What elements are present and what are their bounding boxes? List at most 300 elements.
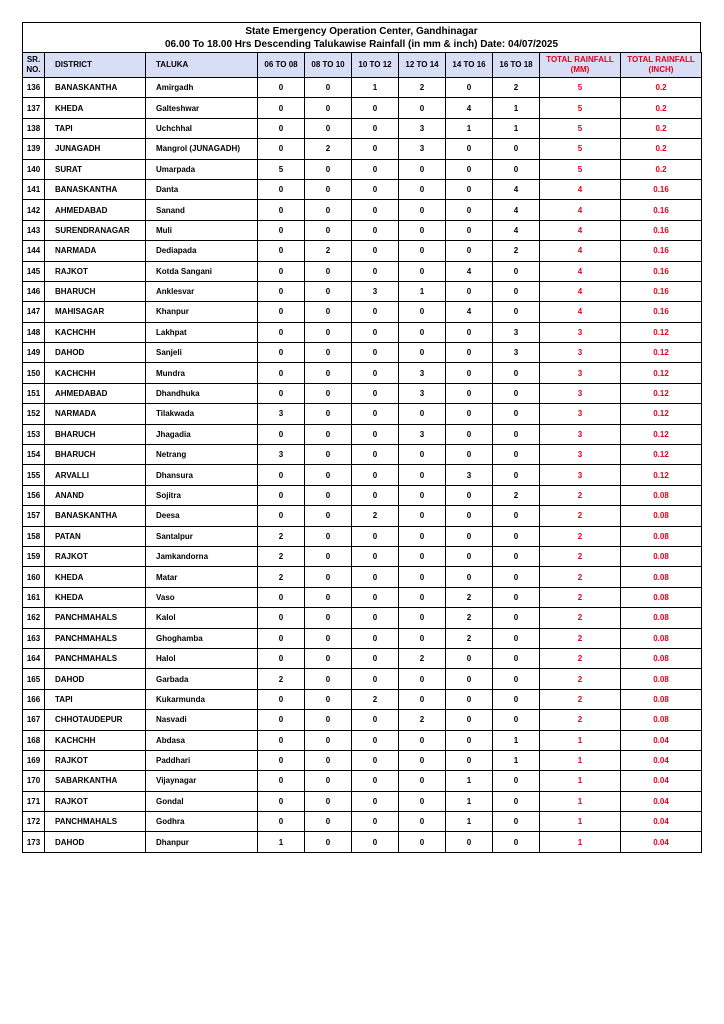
taluka-cell: Amirgadh	[146, 78, 258, 98]
rain-14-16-cell: 0	[446, 567, 493, 587]
taluka-cell: Lakhpat	[146, 322, 258, 342]
rain-12-14-cell: 0	[399, 832, 446, 852]
rain-08-10-cell: 0	[305, 343, 352, 363]
rain-08-10-cell: 0	[305, 404, 352, 424]
district-cell: BHARUCH	[45, 445, 146, 465]
rain-16-18-cell: 0	[493, 608, 540, 628]
rain-10-12-cell: 3	[352, 281, 399, 301]
district-cell: SURENDRANAGAR	[45, 220, 146, 240]
table-row	[23, 424, 702, 444]
total-mm-cell: 4	[540, 179, 621, 199]
table-row	[23, 445, 702, 465]
taluka-cell: Jhagadia	[146, 424, 258, 444]
sr-no-cell: 138	[23, 118, 45, 138]
total-mm-cell: 1	[540, 812, 621, 832]
rain-12-14-cell: 0	[399, 730, 446, 750]
total-inch-cell: 0.08	[621, 526, 702, 546]
rain-14-16-cell: 0	[446, 669, 493, 689]
rain-12-14-cell: 0	[399, 546, 446, 566]
total-inch-cell: 0.08	[621, 587, 702, 607]
total-mm-cell: 2	[540, 567, 621, 587]
rain-06-08-cell: 0	[258, 322, 305, 342]
rain-10-12-cell: 2	[352, 689, 399, 709]
taluka-cell: Dhanpur	[146, 832, 258, 852]
district-cell: SURAT	[45, 159, 146, 179]
taluka-cell: Mangrol (JUNAGADH)	[146, 139, 258, 159]
rain-06-08-cell: 0	[258, 383, 305, 403]
rain-16-18-cell: 0	[493, 710, 540, 730]
taluka-cell: Netrang	[146, 445, 258, 465]
rain-14-16-cell: 1	[446, 791, 493, 811]
sr-no-cell: 157	[23, 506, 45, 526]
rain-12-14-cell: 0	[399, 689, 446, 709]
table-row	[23, 812, 702, 832]
district-cell: KACHCHH	[45, 322, 146, 342]
rain-12-14-cell: 3	[399, 363, 446, 383]
table-row	[23, 383, 702, 403]
rain-08-10-cell: 2	[305, 241, 352, 261]
rain-14-16-cell: 0	[446, 139, 493, 159]
rain-16-18-cell: 0	[493, 526, 540, 546]
col-header-taluka: TALUKA	[146, 53, 258, 78]
rain-08-10-cell: 2	[305, 139, 352, 159]
sr-no-cell: 161	[23, 587, 45, 607]
sr-no-cell: 146	[23, 281, 45, 301]
sr-no-cell: 143	[23, 220, 45, 240]
rain-10-12-cell: 0	[352, 241, 399, 261]
rain-14-16-cell: 0	[446, 689, 493, 709]
rain-08-10-cell: 0	[305, 179, 352, 199]
col-header-10-to-12: 10 TO 12	[352, 53, 399, 78]
total-mm-cell: 1	[540, 832, 621, 852]
rain-14-16-cell: 0	[446, 220, 493, 240]
table-row	[23, 567, 702, 587]
total-inch-cell: 0.04	[621, 832, 702, 852]
rain-10-12-cell: 0	[352, 159, 399, 179]
sr-no-cell: 150	[23, 363, 45, 383]
rain-08-10-cell: 0	[305, 383, 352, 403]
sr-no-cell: 162	[23, 608, 45, 628]
district-cell: PANCHMAHALS	[45, 608, 146, 628]
rain-08-10-cell: 0	[305, 526, 352, 546]
rain-14-16-cell: 0	[446, 832, 493, 852]
rain-14-16-cell: 0	[446, 710, 493, 730]
rain-16-18-cell: 0	[493, 771, 540, 791]
rain-14-16-cell: 0	[446, 526, 493, 546]
rain-16-18-cell: 0	[493, 648, 540, 668]
rain-16-18-cell: 0	[493, 791, 540, 811]
total-inch-cell: 0.16	[621, 302, 702, 322]
total-mm-cell: 4	[540, 200, 621, 220]
rain-08-10-cell: 0	[305, 628, 352, 648]
rain-06-08-cell: 0	[258, 220, 305, 240]
rain-08-10-cell: 0	[305, 220, 352, 240]
rain-08-10-cell: 0	[305, 587, 352, 607]
rain-08-10-cell: 0	[305, 424, 352, 444]
total-inch-cell: 0.08	[621, 710, 702, 730]
rain-12-14-cell: 2	[399, 648, 446, 668]
rain-12-14-cell: 0	[399, 587, 446, 607]
rain-06-08-cell: 0	[258, 628, 305, 648]
table-row	[23, 832, 702, 852]
total-inch-cell: 0.04	[621, 791, 702, 811]
total-inch-cell: 0.16	[621, 241, 702, 261]
col-header-14-to-16: 14 TO 16	[446, 53, 493, 78]
rain-08-10-cell: 0	[305, 648, 352, 668]
table-row	[23, 689, 702, 709]
taluka-cell: Kukarmunda	[146, 689, 258, 709]
rain-08-10-cell: 0	[305, 485, 352, 505]
rain-06-08-cell: 0	[258, 750, 305, 770]
sr-no-cell: 156	[23, 485, 45, 505]
rain-06-08-cell: 0	[258, 710, 305, 730]
table-header	[23, 53, 702, 78]
rain-16-18-cell: 3	[493, 343, 540, 363]
rain-10-12-cell: 2	[352, 506, 399, 526]
total-inch-cell: 0.08	[621, 546, 702, 566]
rain-06-08-cell: 0	[258, 608, 305, 628]
total-mm-cell: 5	[540, 118, 621, 138]
district-cell: PANCHMAHALS	[45, 628, 146, 648]
sr-no-cell: 159	[23, 546, 45, 566]
rain-12-14-cell: 0	[399, 791, 446, 811]
rain-12-14-cell: 0	[399, 241, 446, 261]
total-mm-cell: 1	[540, 750, 621, 770]
rain-12-14-cell: 0	[399, 261, 446, 281]
rain-08-10-cell: 0	[305, 730, 352, 750]
total-inch-cell: 0.2	[621, 118, 702, 138]
total-inch-cell: 0.04	[621, 771, 702, 791]
total-inch-cell: 0.12	[621, 465, 702, 485]
rain-16-18-cell: 4	[493, 220, 540, 240]
total-mm-cell: 3	[540, 424, 621, 444]
table-row	[23, 118, 702, 138]
rain-06-08-cell: 3	[258, 445, 305, 465]
total-mm-cell: 3	[540, 322, 621, 342]
table-row	[23, 220, 702, 240]
total-mm-cell: 2	[540, 689, 621, 709]
rain-10-12-cell: 0	[352, 383, 399, 403]
rain-08-10-cell: 0	[305, 771, 352, 791]
table-row	[23, 179, 702, 199]
rain-08-10-cell: 0	[305, 159, 352, 179]
total-inch-cell: 0.12	[621, 445, 702, 465]
sr-no-cell: 171	[23, 791, 45, 811]
rain-14-16-cell: 4	[446, 261, 493, 281]
rain-10-12-cell: 0	[352, 750, 399, 770]
total-mm-cell: 2	[540, 710, 621, 730]
taluka-cell: Gondal	[146, 791, 258, 811]
table-row	[23, 730, 702, 750]
rain-14-16-cell: 0	[446, 730, 493, 750]
total-inch-cell: 0.08	[621, 669, 702, 689]
rain-08-10-cell: 0	[305, 445, 352, 465]
rain-08-10-cell: 0	[305, 567, 352, 587]
taluka-cell: Anklesvar	[146, 281, 258, 301]
table-row	[23, 587, 702, 607]
rain-16-18-cell: 0	[493, 546, 540, 566]
report-header	[22, 22, 701, 52]
district-cell: BANASKANTHA	[45, 506, 146, 526]
table-row	[23, 200, 702, 220]
rain-12-14-cell: 0	[399, 771, 446, 791]
total-mm-cell: 1	[540, 771, 621, 791]
taluka-cell: Kalol	[146, 608, 258, 628]
table-row	[23, 710, 702, 730]
sr-no-cell: 155	[23, 465, 45, 485]
rain-12-14-cell: 0	[399, 628, 446, 648]
sr-no-cell: 173	[23, 832, 45, 852]
rain-10-12-cell: 0	[352, 791, 399, 811]
rain-14-16-cell: 0	[446, 424, 493, 444]
rain-12-14-cell: 0	[399, 220, 446, 240]
rain-12-14-cell: 0	[399, 669, 446, 689]
rain-14-16-cell: 0	[446, 200, 493, 220]
rain-10-12-cell: 0	[352, 424, 399, 444]
taluka-cell: Abdasa	[146, 730, 258, 750]
rain-16-18-cell: 0	[493, 139, 540, 159]
rain-08-10-cell: 0	[305, 200, 352, 220]
district-cell: BHARUCH	[45, 281, 146, 301]
rain-12-14-cell: 0	[399, 322, 446, 342]
total-inch-cell: 0.16	[621, 261, 702, 281]
table-body	[23, 78, 702, 853]
table-row	[23, 322, 702, 342]
rain-08-10-cell: 0	[305, 302, 352, 322]
taluka-cell: Galteshwar	[146, 98, 258, 118]
total-inch-cell: 0.2	[621, 78, 702, 98]
rain-08-10-cell: 0	[305, 98, 352, 118]
rain-06-08-cell: 2	[258, 567, 305, 587]
total-mm-cell: 5	[540, 139, 621, 159]
total-mm-cell: 5	[540, 98, 621, 118]
rain-14-16-cell: 0	[446, 750, 493, 770]
sr-no-cell: 139	[23, 139, 45, 159]
rain-06-08-cell: 2	[258, 669, 305, 689]
col-header-06-to-08: 06 TO 08	[258, 53, 305, 78]
rain-14-16-cell: 0	[446, 546, 493, 566]
taluka-cell: Tilakwada	[146, 404, 258, 424]
rain-12-14-cell: 0	[399, 465, 446, 485]
sr-no-cell: 147	[23, 302, 45, 322]
table-row	[23, 750, 702, 770]
rain-16-18-cell: 0	[493, 832, 540, 852]
total-inch-cell: 0.08	[621, 567, 702, 587]
col-header-16-to-18: 16 TO 18	[493, 53, 540, 78]
taluka-cell: Matar	[146, 567, 258, 587]
rain-06-08-cell: 0	[258, 812, 305, 832]
table-row	[23, 628, 702, 648]
table-row	[23, 78, 702, 98]
sr-no-cell: 137	[23, 98, 45, 118]
sr-no-cell: 167	[23, 710, 45, 730]
rain-16-18-cell: 1	[493, 730, 540, 750]
rain-06-08-cell: 0	[258, 791, 305, 811]
rain-10-12-cell: 0	[352, 485, 399, 505]
rain-10-12-cell: 1	[352, 78, 399, 98]
rain-10-12-cell: 0	[352, 404, 399, 424]
rain-06-08-cell: 0	[258, 200, 305, 220]
rain-16-18-cell: 0	[493, 628, 540, 648]
taluka-cell: Dhansura	[146, 465, 258, 485]
rain-16-18-cell: 4	[493, 200, 540, 220]
total-mm-cell: 2	[540, 526, 621, 546]
district-cell: KHEDA	[45, 98, 146, 118]
district-cell: KHEDA	[45, 567, 146, 587]
rain-16-18-cell: 2	[493, 241, 540, 261]
rain-14-16-cell: 0	[446, 241, 493, 261]
total-inch-cell: 0.2	[621, 159, 702, 179]
total-mm-cell: 2	[540, 648, 621, 668]
rain-16-18-cell: 0	[493, 404, 540, 424]
rain-12-14-cell: 3	[399, 424, 446, 444]
total-inch-cell: 0.08	[621, 506, 702, 526]
rain-12-14-cell: 3	[399, 383, 446, 403]
total-inch-cell: 0.08	[621, 608, 702, 628]
sr-no-cell: 172	[23, 812, 45, 832]
sr-no-cell: 158	[23, 526, 45, 546]
rain-16-18-cell: 0	[493, 465, 540, 485]
rainfall-table	[22, 52, 702, 853]
taluka-cell: Uchchhal	[146, 118, 258, 138]
total-inch-cell: 0.2	[621, 98, 702, 118]
rain-06-08-cell: 3	[258, 404, 305, 424]
table-row	[23, 771, 702, 791]
total-mm-cell: 2	[540, 628, 621, 648]
rain-06-08-cell: 0	[258, 343, 305, 363]
rain-16-18-cell: 0	[493, 281, 540, 301]
total-inch-cell: 0.12	[621, 424, 702, 444]
rain-14-16-cell: 4	[446, 98, 493, 118]
total-mm-cell: 3	[540, 363, 621, 383]
rain-06-08-cell: 0	[258, 261, 305, 281]
rain-12-14-cell: 3	[399, 118, 446, 138]
col-header-08-to-10: 08 TO 10	[305, 53, 352, 78]
taluka-cell: Danta	[146, 179, 258, 199]
rain-06-08-cell: 0	[258, 179, 305, 199]
taluka-cell: Sanjeli	[146, 343, 258, 363]
table-row	[23, 281, 702, 301]
rain-10-12-cell: 0	[352, 322, 399, 342]
rain-08-10-cell: 0	[305, 465, 352, 485]
district-cell: BANASKANTHA	[45, 179, 146, 199]
report-subtitle: 06.00 To 18.00 Hrs Descending Talukawise Rainfall (in mm & inch) Date: 04/07/2025	[164, 39, 559, 50]
sr-no-cell: 151	[23, 383, 45, 403]
rain-08-10-cell: 0	[305, 791, 352, 811]
rain-12-14-cell: 3	[399, 139, 446, 159]
rain-14-16-cell: 0	[446, 343, 493, 363]
rain-16-18-cell: 0	[493, 587, 540, 607]
rain-06-08-cell: 0	[258, 281, 305, 301]
sr-no-cell: 165	[23, 669, 45, 689]
rain-08-10-cell: 0	[305, 812, 352, 832]
rain-08-10-cell: 0	[305, 669, 352, 689]
rain-10-12-cell: 0	[352, 98, 399, 118]
sr-no-cell: 142	[23, 200, 45, 220]
table-row	[23, 465, 702, 485]
rain-14-16-cell: 2	[446, 608, 493, 628]
col-header-total-inch: TOTAL RAINFALL (INCH)	[621, 53, 702, 78]
taluka-cell: Garbada	[146, 669, 258, 689]
rain-16-18-cell: 1	[493, 98, 540, 118]
rain-08-10-cell: 0	[305, 832, 352, 852]
rain-10-12-cell: 0	[352, 526, 399, 546]
rain-08-10-cell: 0	[305, 689, 352, 709]
rain-16-18-cell: 0	[493, 363, 540, 383]
sr-no-cell: 160	[23, 567, 45, 587]
table-row	[23, 139, 702, 159]
total-mm-cell: 1	[540, 730, 621, 750]
taluka-cell: Godhra	[146, 812, 258, 832]
rain-08-10-cell: 0	[305, 322, 352, 342]
rain-08-10-cell: 0	[305, 608, 352, 628]
rain-06-08-cell: 0	[258, 241, 305, 261]
rain-10-12-cell: 0	[352, 118, 399, 138]
district-cell: CHHOTAUDEPUR	[45, 710, 146, 730]
rain-14-16-cell: 0	[446, 648, 493, 668]
table-row	[23, 363, 702, 383]
total-inch-cell: 0.16	[621, 200, 702, 220]
taluka-cell: Mundra	[146, 363, 258, 383]
total-mm-cell: 4	[540, 281, 621, 301]
rain-12-14-cell: 1	[399, 281, 446, 301]
district-cell: TAPI	[45, 689, 146, 709]
rain-06-08-cell: 0	[258, 648, 305, 668]
rain-14-16-cell: 0	[446, 159, 493, 179]
rain-14-16-cell: 1	[446, 812, 493, 832]
rain-10-12-cell: 0	[352, 812, 399, 832]
table-row	[23, 648, 702, 668]
table-row	[23, 261, 702, 281]
sr-no-cell: 154	[23, 445, 45, 465]
rain-06-08-cell: 0	[258, 98, 305, 118]
rain-08-10-cell: 0	[305, 546, 352, 566]
sr-no-cell: 152	[23, 404, 45, 424]
rain-06-08-cell: 0	[258, 485, 305, 505]
taluka-cell: Sojitra	[146, 485, 258, 505]
sr-no-cell: 140	[23, 159, 45, 179]
rain-12-14-cell: 0	[399, 159, 446, 179]
rain-12-14-cell: 0	[399, 404, 446, 424]
district-cell: BANASKANTHA	[45, 78, 146, 98]
rain-14-16-cell: 0	[446, 383, 493, 403]
taluka-cell: Halol	[146, 648, 258, 668]
rain-12-14-cell: 0	[399, 98, 446, 118]
rain-12-14-cell: 0	[399, 179, 446, 199]
table-row	[23, 302, 702, 322]
rain-16-18-cell: 1	[493, 118, 540, 138]
total-inch-cell: 0.16	[621, 179, 702, 199]
total-inch-cell: 0.16	[621, 220, 702, 240]
sr-no-cell: 163	[23, 628, 45, 648]
rain-16-18-cell: 1	[493, 750, 540, 770]
rain-06-08-cell: 1	[258, 832, 305, 852]
table-row	[23, 159, 702, 179]
sr-no-cell: 169	[23, 750, 45, 770]
district-cell: DAHOD	[45, 343, 146, 363]
district-cell: RAJKOT	[45, 791, 146, 811]
rain-12-14-cell: 2	[399, 710, 446, 730]
taluka-cell: Dediapada	[146, 241, 258, 261]
rain-16-18-cell: 0	[493, 424, 540, 444]
sr-no-cell: 153	[23, 424, 45, 444]
rain-10-12-cell: 0	[352, 179, 399, 199]
rain-06-08-cell: 5	[258, 159, 305, 179]
taluka-cell: Sanand	[146, 200, 258, 220]
rain-08-10-cell: 0	[305, 363, 352, 383]
rain-10-12-cell: 0	[352, 546, 399, 566]
rain-08-10-cell: 0	[305, 710, 352, 730]
